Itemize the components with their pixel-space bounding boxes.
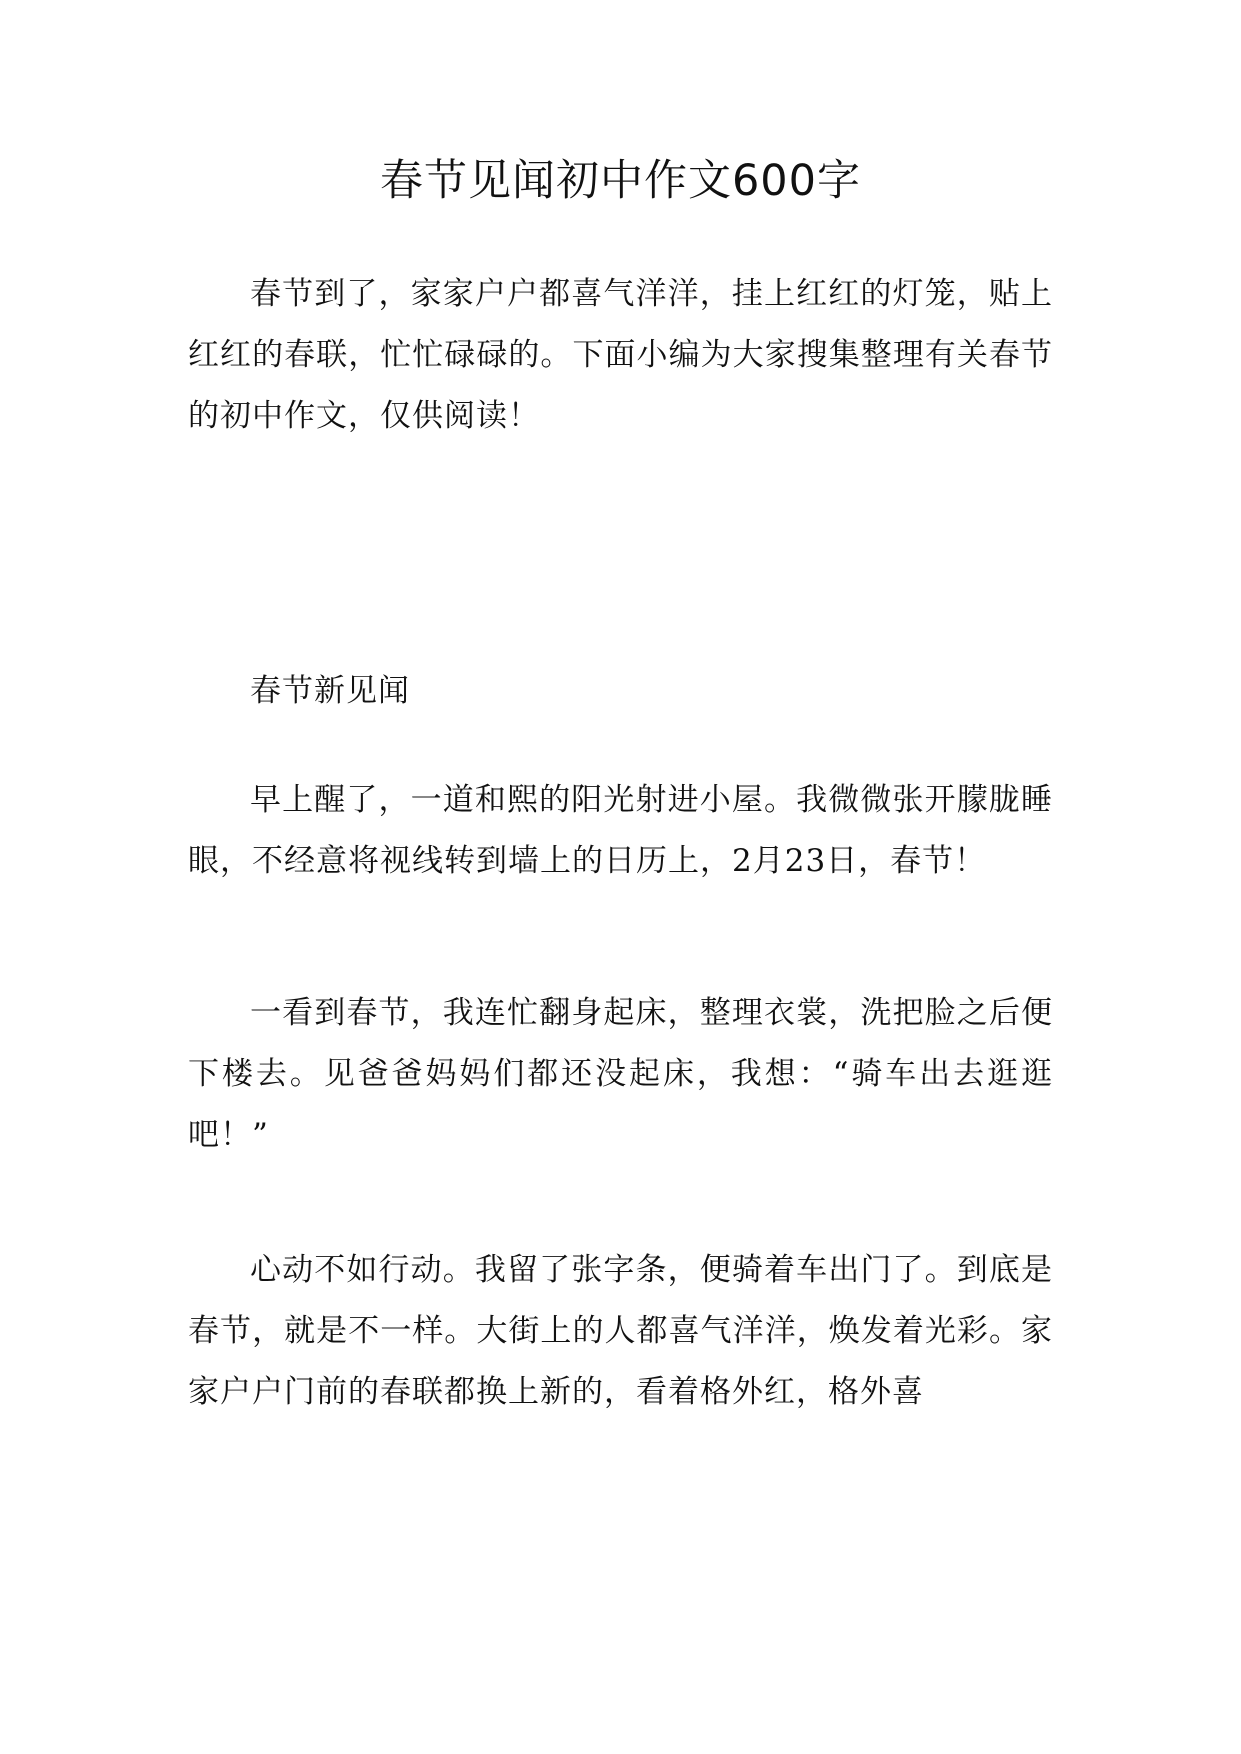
body-paragraph-2: 一看到春节，我连忙翻身起床，整理衣裳，洗把脸之后便下楼去。见爸爸妈妈们都还没起床，我想：“骑车出去逛逛吧！” bbox=[188, 995, 1053, 1153]
document-title: 春节见闻初中作文600字 bbox=[379, 156, 862, 206]
subheading-paragraph: 春节新见闻 bbox=[250, 673, 410, 709]
body-paragraph-1: 早上醒了，一道和熙的阳光射进小屋。我微微张开朦胧睡眼，不经意将视线转到墙上的日历上，2月23日，春节！ bbox=[188, 782, 1053, 879]
intro-paragraph: 春节到了，家家户户都喜气洋洋，挂上红红的灯笼，贴上红红的春联，忙忙碌碌的。下面小编为大家搜集整理有关春节的初中作文，仅供阅读！ bbox=[188, 276, 1053, 434]
body-paragraph-3: 心动不如行动。我留了张字条，便骑着车出门了。到底是春节，就是不一样。大街上的人都喜气洋洋，焕发着光彩。家家户户门前的春联都换上新的，看着格外红，格外喜 bbox=[188, 1252, 1053, 1410]
